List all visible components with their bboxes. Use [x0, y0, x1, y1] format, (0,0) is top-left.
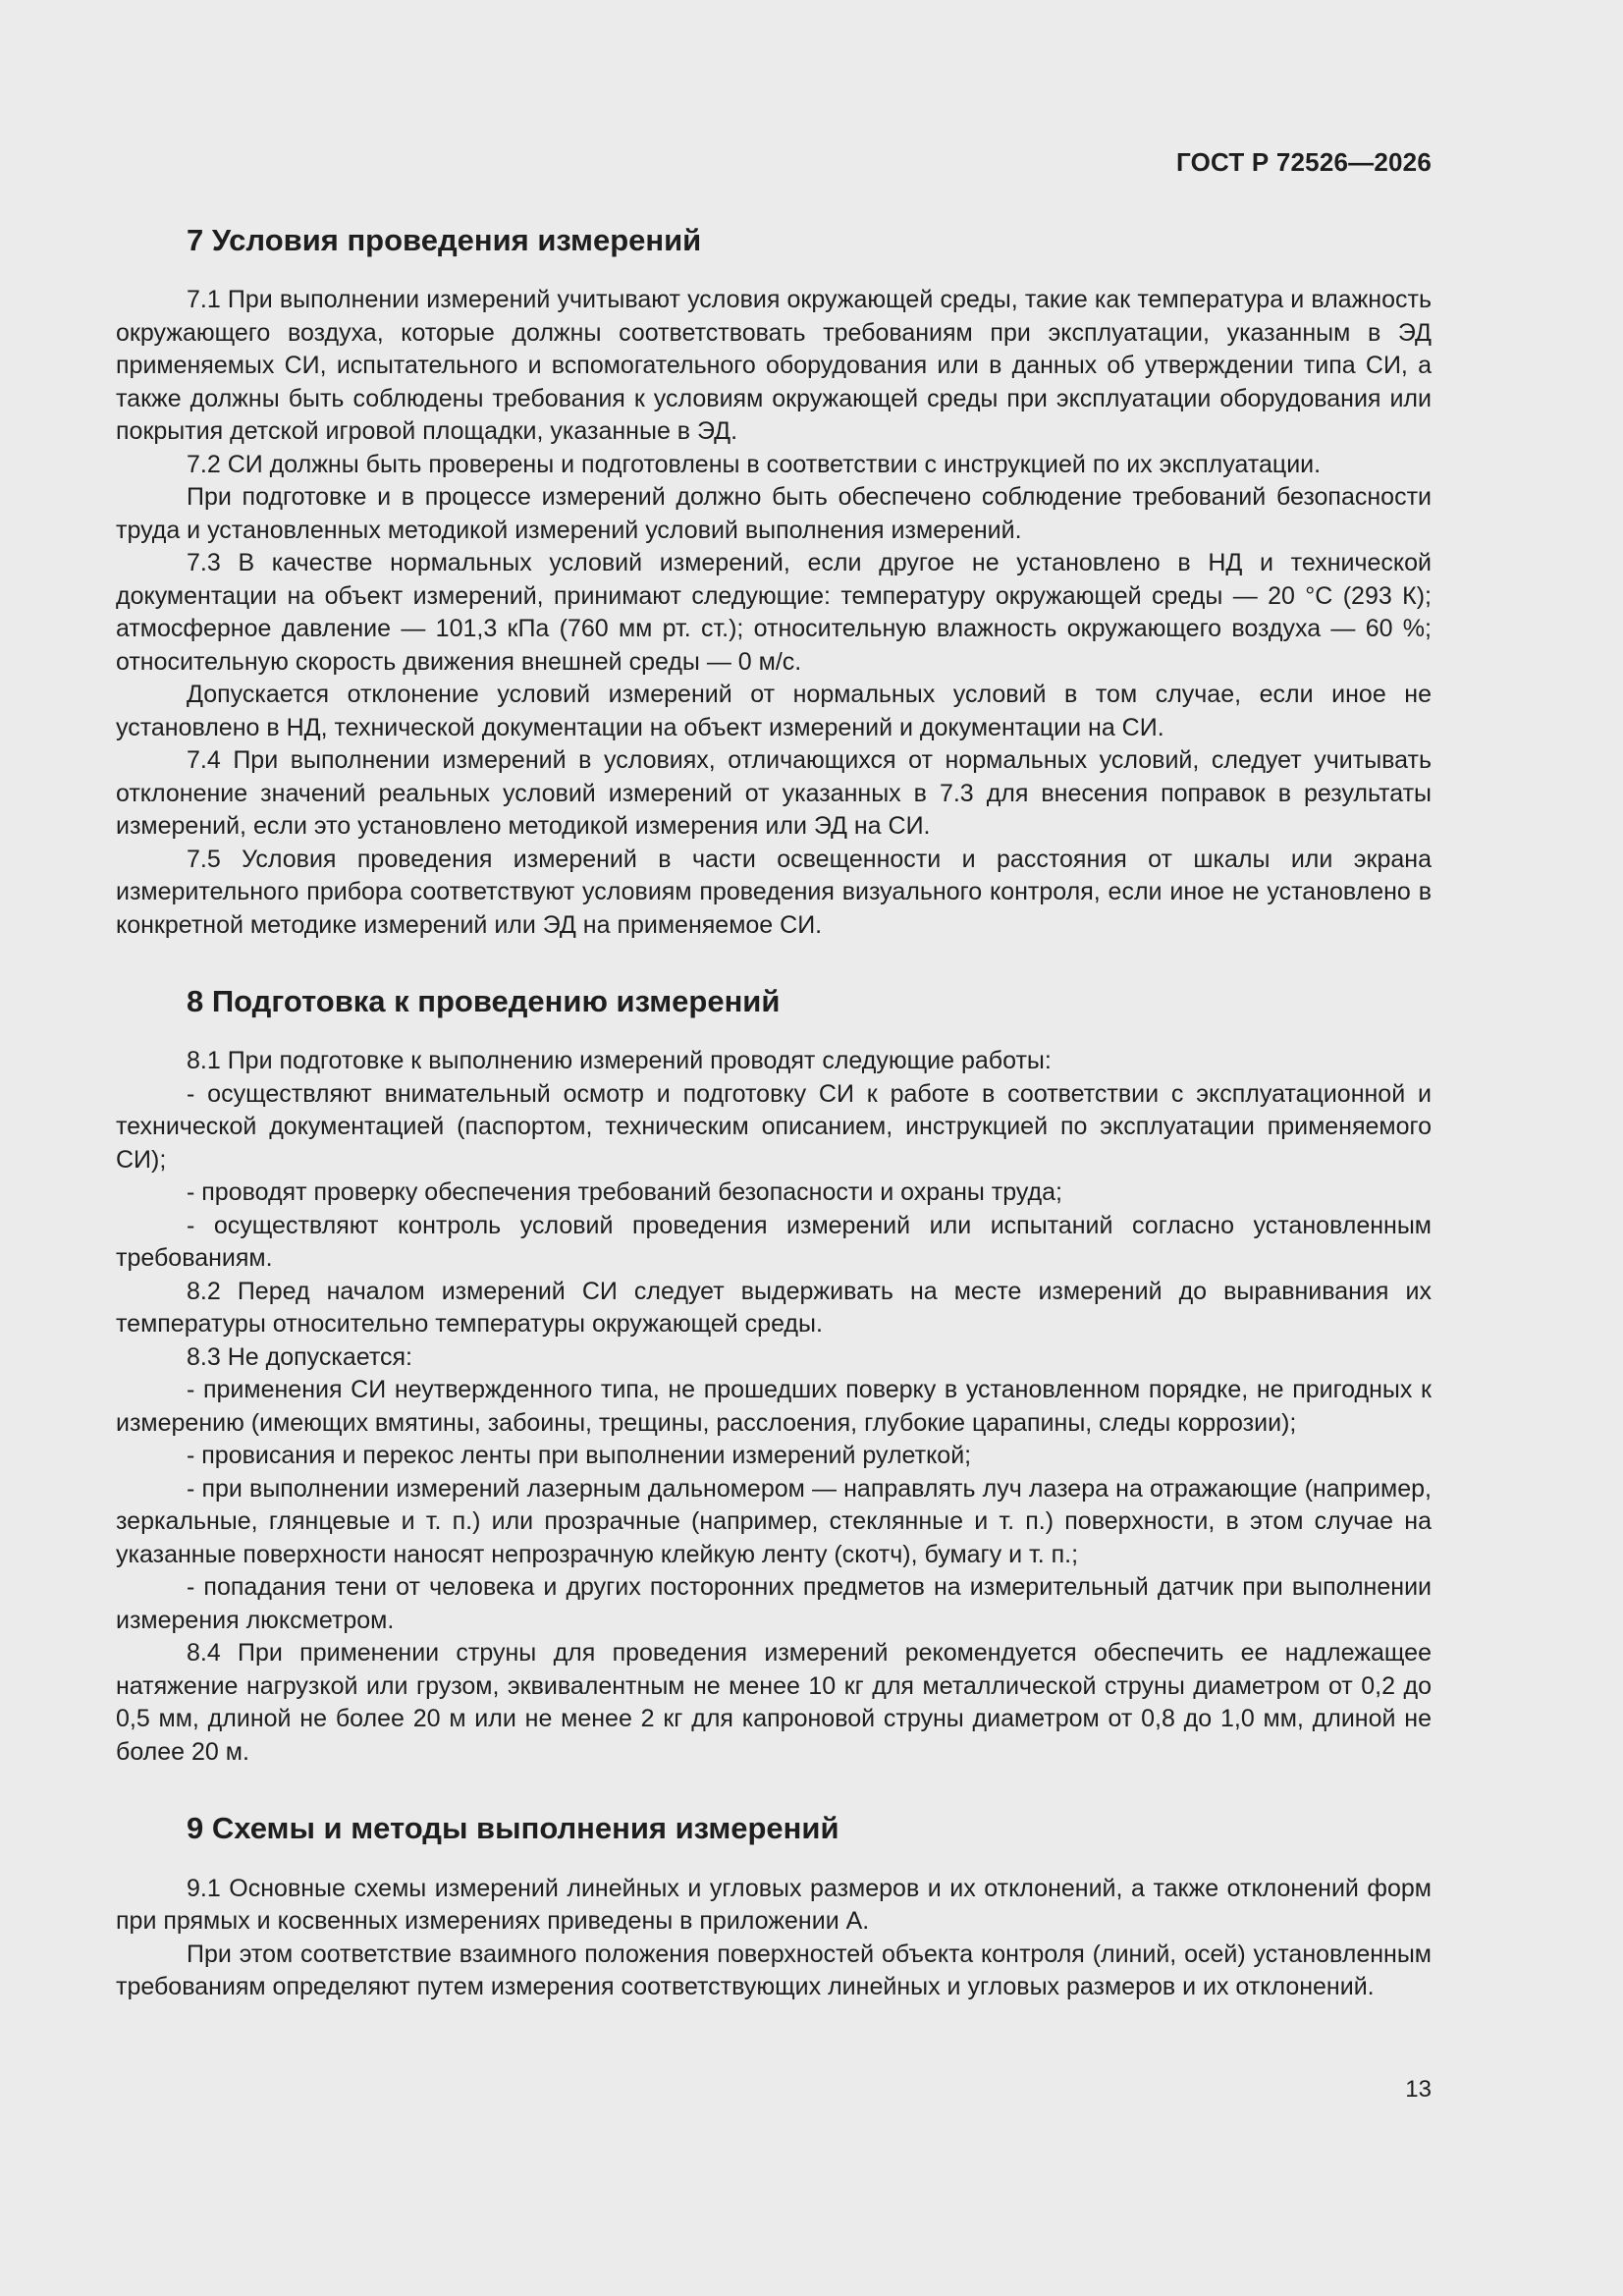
paragraph: Допускается отклонение условий измерений от нормальных условий в том случае, если иное не установлено в НД, технической документации на объект измерений и документации на СИ. [116, 681, 1432, 741]
list-item: - проводят проверку обеспечения требований безопасности и охраны труда; [187, 1178, 1062, 1207]
section-title: 8 Подготовка к проведению измерений [187, 984, 781, 1019]
paragraph: 8.4 При применении струны для проведения измерений рекомендуется обеспечить ее надлежащее натяжение нагрузкой или грузом, эквивалентным не менее 10 кг для металлической струны диаметром от 0,2 до 0,5 мм, длиной не более 20 м или не менее 2 кг для капроновой струны диаметром от 0,8 до 1,0 мм, длиной не более 20 м. [116, 1639, 1432, 1766]
list-item: - применения СИ неутвержденного типа, не прошедших поверку в установленном порядке, не пригодных к измерению (имеющих вмятины, забоины, трещины, расслоения, глубокие царапины, следы коррозии); [116, 1376, 1432, 1437]
section-title: 9 Схемы и методы выполнения измерений [187, 1811, 839, 1846]
paragraph: 7.5 Условия проведения измерений в части освещенности и расстояния от шкалы или экрана измерительного прибора соответствуют условиям проведения визуального контроля, если иное не установлено в конкретной методике измерений или ЭД на применяемое СИ. [116, 845, 1432, 939]
list-item: - при выполнении измерений лазерным дальномером — направлять луч лазера на отражающие (например, зеркальные, глянцевые и т. п.) или прозрачные (например, стеклянные и т. п.) поверхности, в этом случае на указанные поверхности наносят непрозрачную клейкую ленту (скотч), бумагу и т. п.; [116, 1474, 1432, 1568]
list-item: - осуществляют внимательный осмотр и подготовку СИ к работе в соответствии с эксплуатационной и технической документацией (паспортом, техническим описанием, инструкцией по эксплуатации применяемого СИ); [116, 1079, 1432, 1174]
paragraph: 7.3 В качестве нормальных условий измерений, если другое не установлено в НД и технической документации на объект измерений, принимают следующие: температуру окружающей среды — 20 °С (293 К); атмосферное давление — 101,3 кПа (760 мм рт. ст.); относительную влажность окружающего воздуха — 60 %; относительную скорость движения внешней среды — 0 м/с. [116, 549, 1432, 676]
paragraph: 8.2 Перед началом измерений СИ следует выдерживать на месте измерений до выравнивания их температуры относительно температуры окружающей среды. [116, 1277, 1432, 1339]
section-7 [116, 222, 1432, 942]
paragraph: 8.1 При подготовке к выполнению измерений проводят следующие работы: [187, 1047, 1052, 1075]
paragraph: 9.1 Основные схемы измерений линейных и угловых размеров и их отклонений, а также отклонений форм при прямых и косвенных измерениях приведены в приложении А. [116, 1874, 1432, 1936]
paragraph: 8.3 Не допускается: [187, 1342, 412, 1371]
section-9 [116, 1810, 1432, 2003]
paragraph: 7.4 При выполнении измерений в условиях, отличающихся от нормальных условий, следует учитывать отклонение значений реальных условий измерений от указанных в 7.3 для внесения поправок в результаты измерений, если это установлено методикой измерения или ЭД на СИ. [116, 746, 1432, 841]
document-body [116, 222, 1432, 2046]
paragraph: При этом соответствие взаимного положения поверхностей объекта контроля (линий, осей) установленным требованиям определяют путем измерения соответствующих линейных и угловых размеров и их отклонений. [116, 1940, 1432, 2001]
paragraph: 7.1 При выполнении измерений учитывают условия окружающей среды, такие как температура и влажность окружающего воздуха, которые должны соответствовать требованиям при эксплуатации, указанным в ЭД применяемых СИ, испытательного и вспомогательного оборудования или в данных об утверждении типа СИ, а также должны быть соблюдены требования к условиям окружающей среды при эксплуатации оборудования или покрытия детской игровой площадки, указанные в ЭД. [116, 286, 1432, 446]
document-header: ГОСТ Р 72526—2026 [1176, 147, 1432, 177]
page-number: 13 [1405, 2076, 1432, 2103]
section-title: 7 Условия проведения измерений [187, 223, 702, 257]
section-8 [116, 983, 1432, 1769]
list-item: - провисания и перекос ленты при выполнении измерений рулеткой; [187, 1442, 972, 1470]
list-item: - попадания тени от человека и других посторонних предметов на измерительный датчик при выполнении измерения люксметром. [116, 1573, 1432, 1634]
list-item: - осуществляют контроль условий проведения измерений или испытаний согласно установленным требованиям. [116, 1211, 1432, 1273]
paragraph: При подготовке и в процессе измерений должно быть обеспечено соблюдение требований безопасности труда и установленных методикой измерений условий выполнения измерений. [116, 483, 1432, 544]
paragraph: 7.2 СИ должны быть проверены и подготовлены в соответствии с инструкцией по их эксплуатации. [187, 450, 1322, 478]
